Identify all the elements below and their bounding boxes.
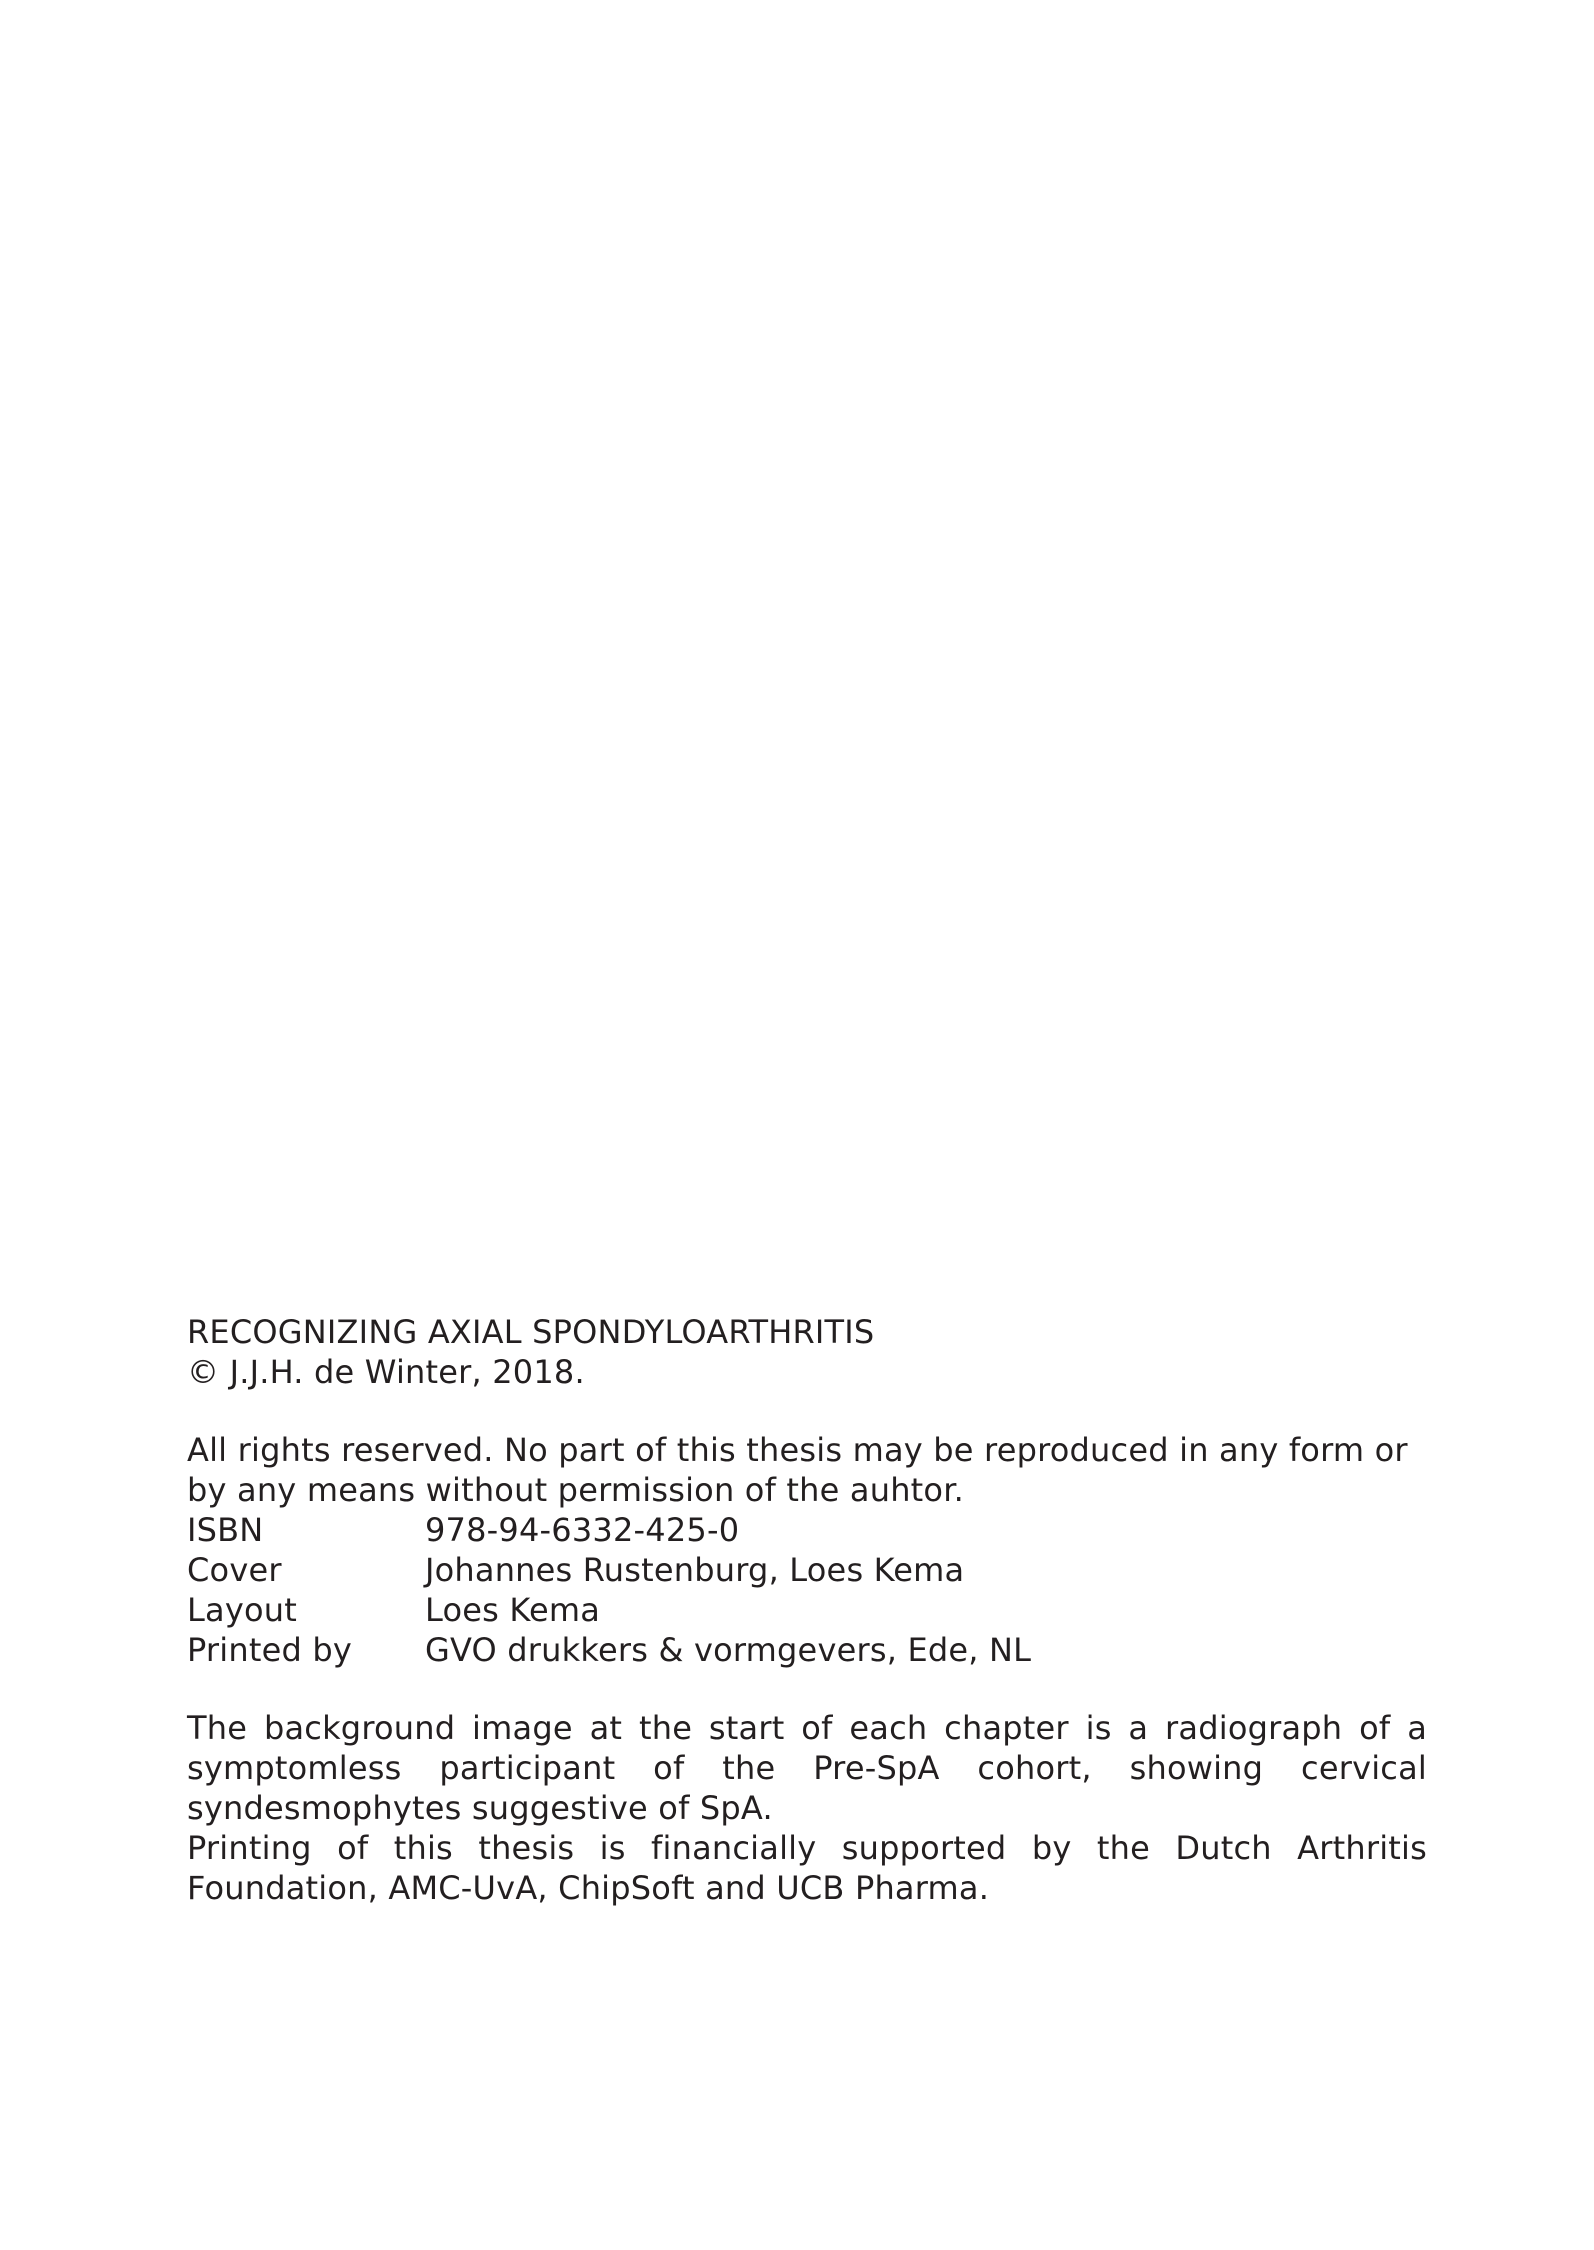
- rights-statement: All rights reserved. No part of this thesis may be reproduced in any form or by any means without permission of the auhtor.: [187, 1431, 1408, 1509]
- credit-value-layout: Loes Kema: [425, 1591, 601, 1629]
- background-image-note: The background image at the start of each chapter is a radiograph of a symptomless participant of the Pre-SpA cohort, showing cervical syndesmophytes suggestive of SpA.: [187, 1709, 1427, 1827]
- credit-label-printer: Printed by: [187, 1631, 353, 1669]
- credit-value-cover: Johannes Rustenburg, Loes Kema: [425, 1551, 965, 1589]
- credit-value-isbn: 978-94-6332-425-0: [425, 1511, 740, 1549]
- credit-label-cover: Cover: [187, 1551, 282, 1589]
- thesis-title: RECOGNIZING AXIAL SPONDYLOARTHRITIS: [187, 1313, 875, 1351]
- credit-value-printer: GVO drukkers & vormgevers, Ede, NL: [425, 1631, 1032, 1669]
- credit-label-layout: Layout: [187, 1591, 297, 1629]
- title-block: [187, 1312, 1427, 1392]
- credits-table: [187, 1510, 1427, 1670]
- funding-note: Printing of this thesis is financially supported by the Dutch Arthritis Foundation, AMC-UvA, ChipSoft and UCB Pharma.: [187, 1829, 1427, 1907]
- colophon: [187, 1312, 1427, 1908]
- copyright-line: © J.J.H. de Winter, 2018.: [187, 1353, 585, 1391]
- credit-label-isbn: ISBN: [187, 1511, 264, 1549]
